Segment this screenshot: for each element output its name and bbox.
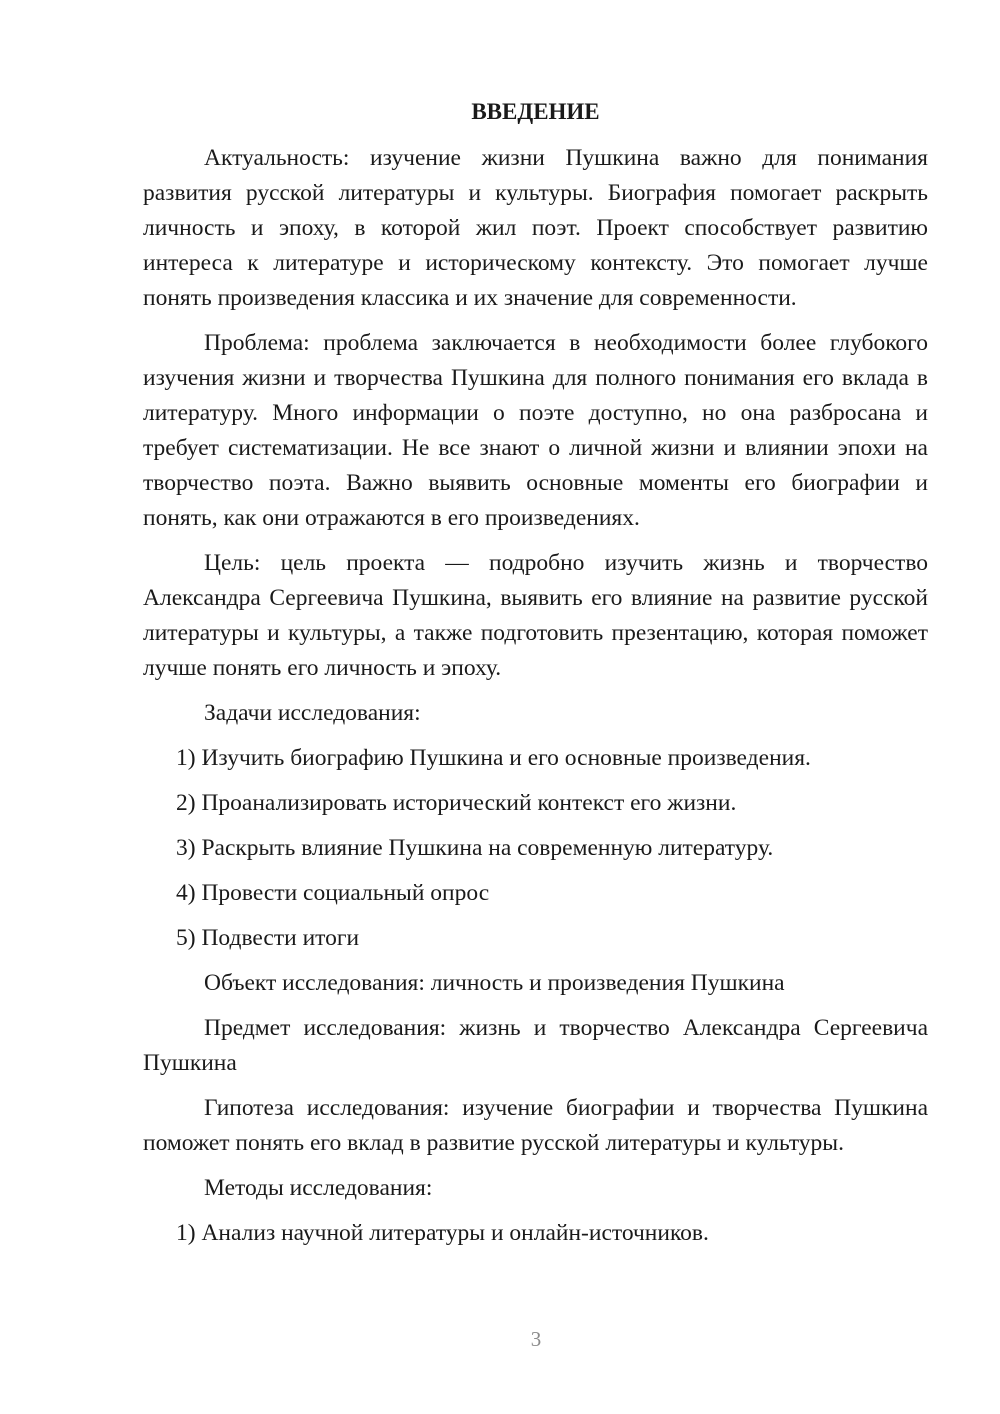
subject-paragraph: Предмет исследования: жизнь и творчество Александра Сергеевича Пушкина xyxy=(143,1015,928,1076)
hypothesis-paragraph: Гипотеза исследования: изучение биографии и творчества Пушкина поможет понять его вклад в развитие русской литературы и культуры. xyxy=(143,1095,928,1156)
object-paragraph: Объект исследования: личность и произведения Пушкина xyxy=(204,970,785,996)
list-item: 4) Провести социальный опрос xyxy=(176,880,490,906)
document-body xyxy=(143,94,928,1261)
list-item: 5) Подвести итоги xyxy=(176,925,360,951)
methods-heading: Методы исследования: xyxy=(204,1175,433,1201)
page-number: 3 xyxy=(530,1327,542,1351)
goal-paragraph: Цель: цель проекта — подробно изучить жизнь и творчество Александра Сергеевича Пушкина, выявить его влияние на развитие русской литературы и культуры, а также подготовить презентацию, которая поможет лучше понять его личность и эпоху. xyxy=(143,550,928,681)
list-item: 2) Проанализировать исторический контекст его жизни. xyxy=(176,790,737,816)
tasks-list xyxy=(143,741,928,956)
list-item: 1) Анализ научной литературы и онлайн-источников. xyxy=(176,1220,709,1246)
methods-list xyxy=(143,1216,928,1251)
relevance-paragraph: Актуальность: изучение жизни Пушкина важно для понимания развития русской литературы и культуры. Биография помогает раскрыть личность и эпоху, в которой жил поэт. Проект способствует развитию интереса к литературе и историческому контексту. Это помогает лучше понять произведения классика и их значение для современности. xyxy=(143,145,928,311)
list-item: 3) Раскрыть влияние Пушкина на современную литературу. xyxy=(176,835,774,861)
tasks-heading: Задачи исследования: xyxy=(204,700,421,726)
problem-paragraph: Проблема: проблема заключается в необходимости более глубокого изучения жизни и творчества Пушкина для полного понимания его вклада в литературу. Много информации о поэте доступно, но она разбросана и требует систематизации. Не все знают о личной жизни и влиянии эпохи на творчество поэта. Важно выявить основные моменты его биографии и понять, как они отражаются в его произведениях. xyxy=(143,330,928,531)
list-item: 1) Изучить биографию Пушкина и его основные произведения. xyxy=(176,745,811,771)
section-title: ВВЕДЕНИЕ xyxy=(471,99,600,124)
